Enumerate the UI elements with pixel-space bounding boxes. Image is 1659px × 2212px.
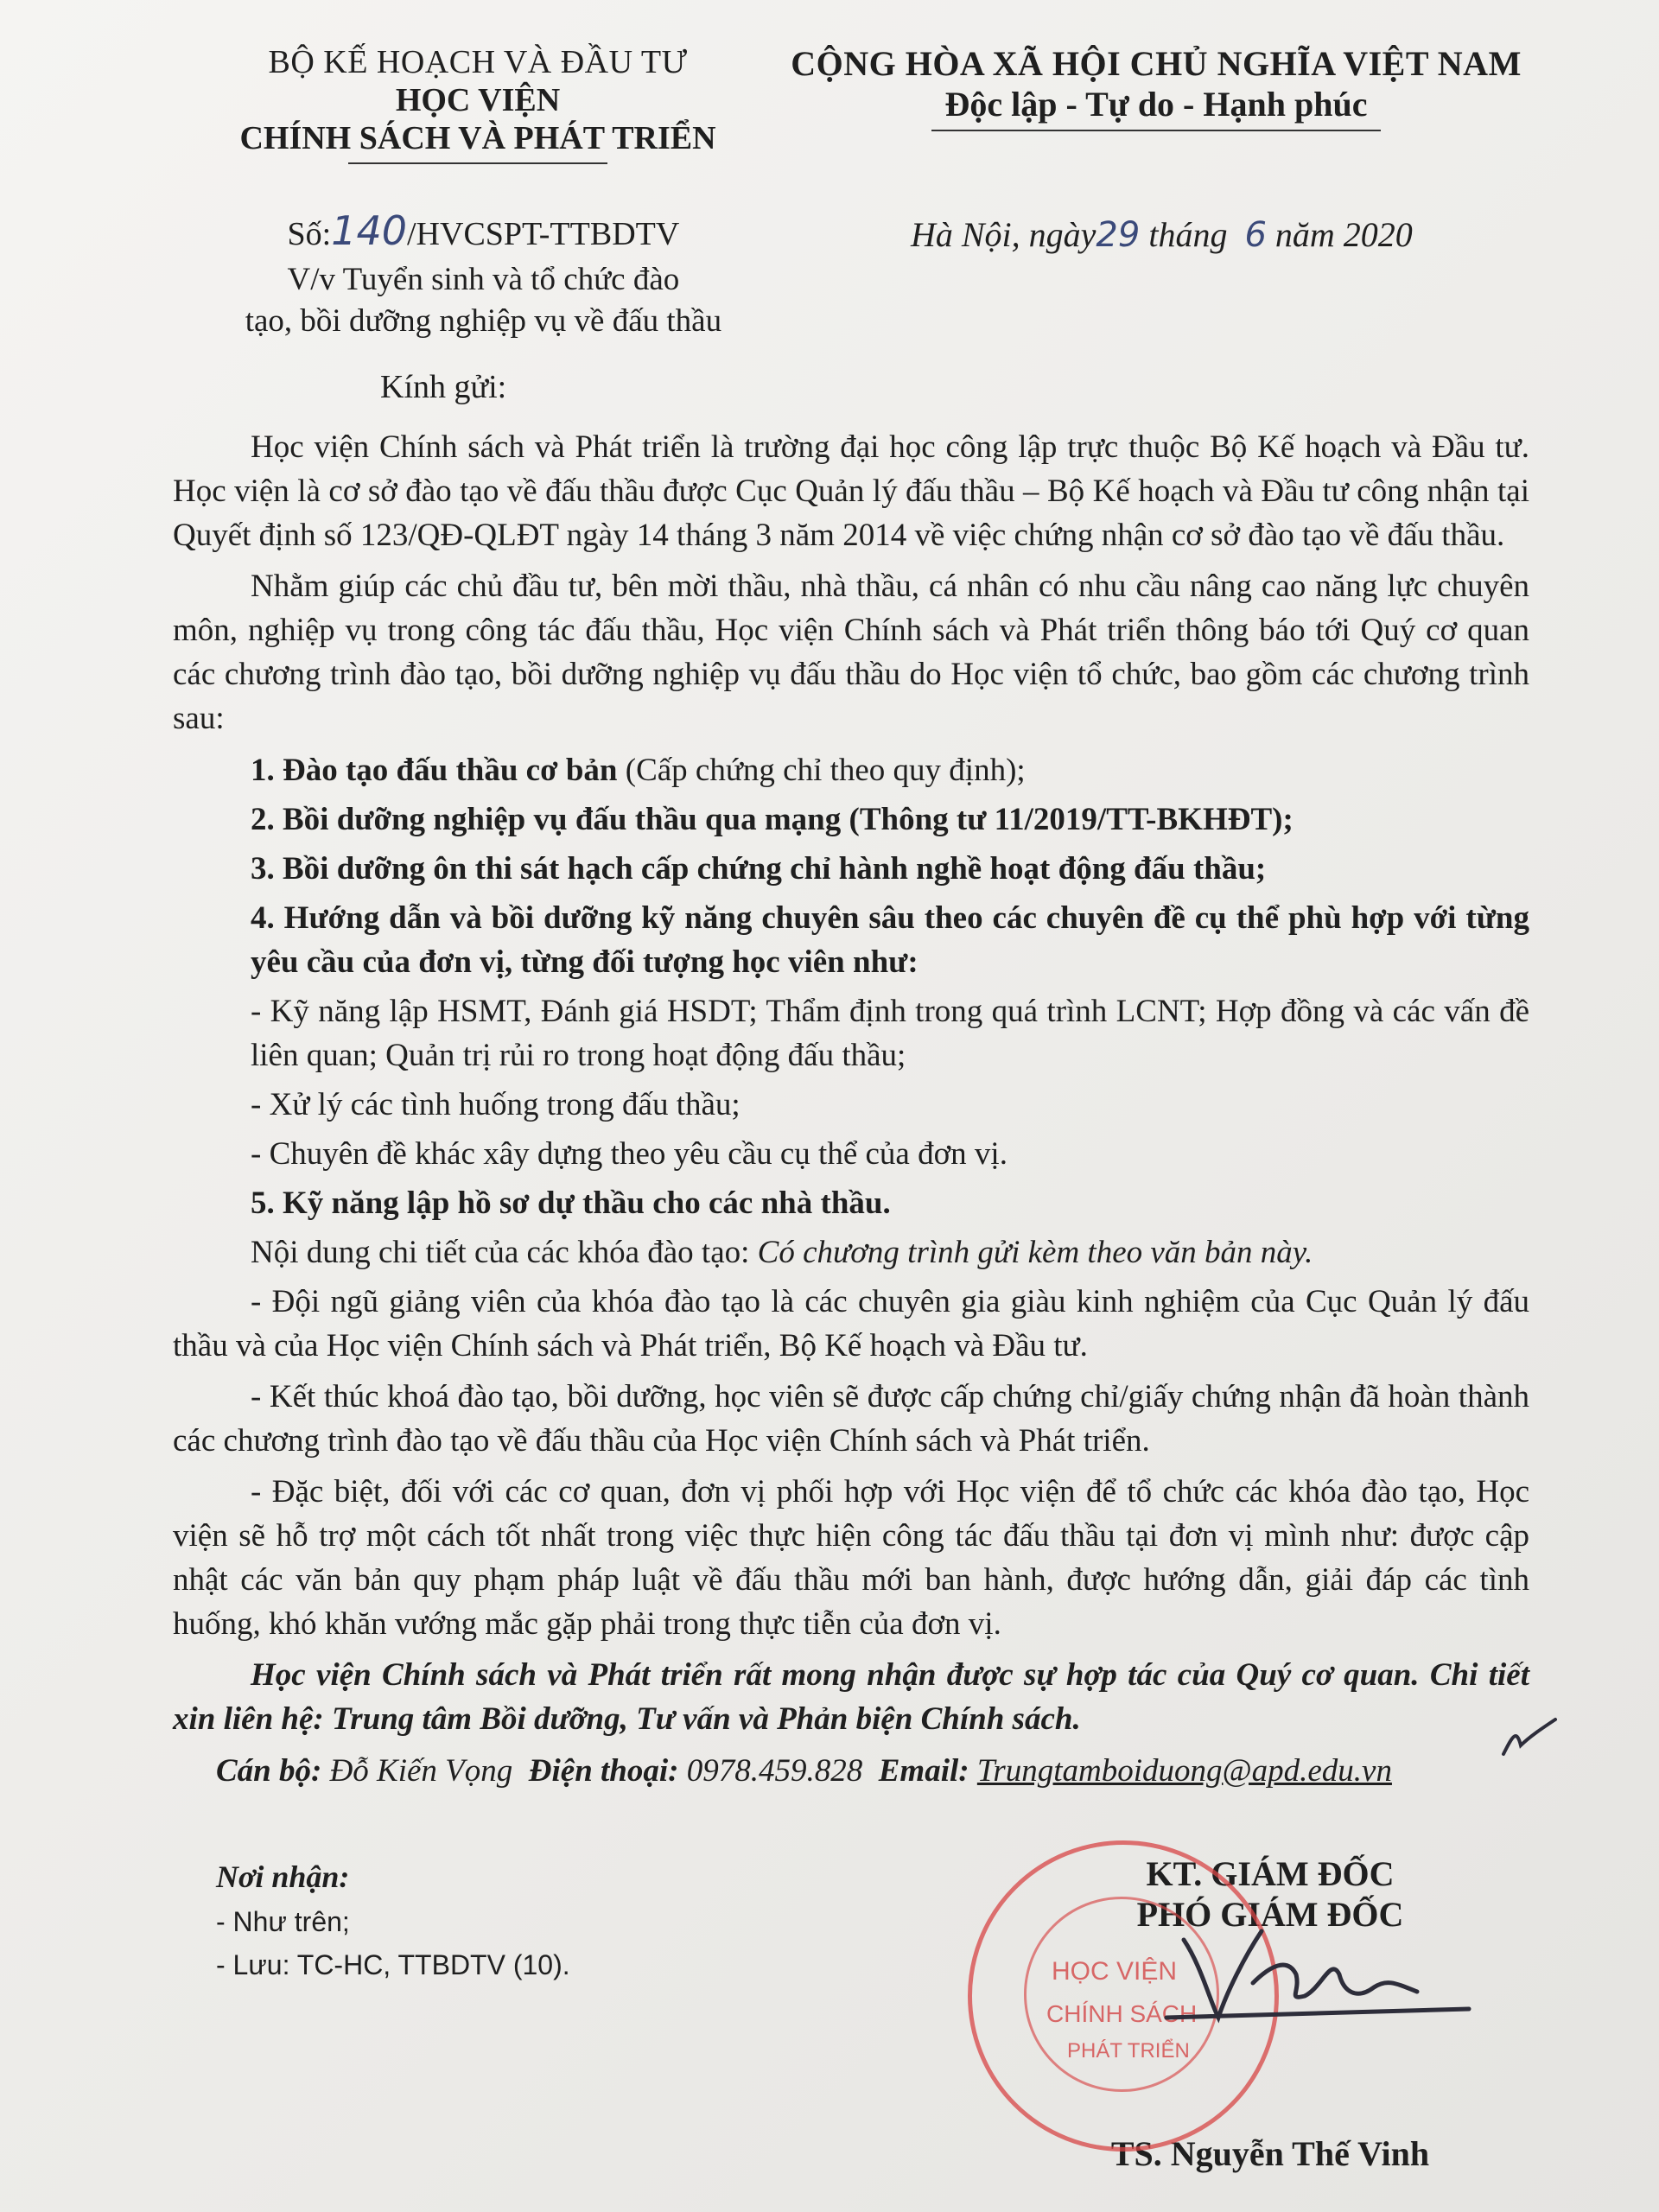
staff-name: Đỗ Kiến Vọng xyxy=(329,1752,513,1789)
program-item-5: 5. Kỹ năng lập hồ sơ dự thầu cho các nhà thầu. xyxy=(251,1185,891,1221)
recipients-line1: - Như trên; xyxy=(216,1906,350,1938)
issuer-divider xyxy=(348,162,607,164)
initial-mark xyxy=(1495,1711,1564,1763)
number-label: Số: xyxy=(287,216,332,252)
detail-italic: Có chương trình gửi kèm theo văn bản này. xyxy=(757,1234,1313,1270)
recipients-title: Nơi nhận: xyxy=(216,1859,350,1894)
letter-body xyxy=(173,425,1529,1792)
document-number xyxy=(173,207,794,254)
nation-title: CỘNG HÒA XÃ HỘI CHỦ NGHĨA VIỆT NAM xyxy=(791,44,1522,83)
org-line1: HỌC VIỆN xyxy=(395,82,561,118)
date-year: năm 2020 xyxy=(1274,215,1413,254)
number-handwritten: 140 xyxy=(331,207,407,254)
issuer-block xyxy=(173,43,783,164)
signatory-role1: KT. GIÁM ĐỐC xyxy=(1146,1853,1395,1893)
program-item-1-title: 1. Đào tạo đấu thầu cơ bản xyxy=(251,752,618,788)
signatory-name: TS. Nguyễn Thế Vinh xyxy=(1110,2133,1430,2173)
document-subject xyxy=(173,259,794,342)
program-item-4-sub3: - Chuyên đề khác xây dựng theo yêu cầu cụ thể của đơn vị. xyxy=(251,1135,1007,1172)
date-line xyxy=(794,207,1529,342)
date-day: 29 xyxy=(1096,215,1141,255)
org-line2: CHÍNH SÁCH VÀ PHÁT TRIỂN xyxy=(239,120,716,156)
date-month-label: tháng xyxy=(1148,215,1228,254)
number-code: /HVCSPT-TTBDTV xyxy=(407,216,680,252)
subject-line1: V/v Tuyển sinh và tổ chức đào xyxy=(287,262,680,297)
program-item-3: 3. Bồi dưỡng ôn thi sát hạch cấp chứng chỉ hành nghề hoạt động đấu thầu; xyxy=(251,850,1267,887)
phone-number: 0978.459.828 xyxy=(686,1752,863,1789)
recipients-line2: - Lưu: TC-HC, TTBDTV (10). xyxy=(216,1948,570,1980)
nation-motto: Độc lập - Tự do - Hạnh phúc xyxy=(944,85,1368,124)
reference-block xyxy=(173,207,794,342)
program-item-2: 2. Bồi dưỡng nghiệp vụ đấu thầu qua mạng (Thông tư 11/2019/TT-BKHĐT); xyxy=(251,801,1294,837)
paragraph-intro: Học viện Chính sách và Phát triển là trường đại học công lập trực thuộc Bộ Kế hoạch và Đầu tư. Học viện là cơ sở đào tạo về đấu thầu được Cục Quản lý đấu thầu – Bộ Kế hoạch và Đầu tư công nhận tại Quyết định số 123/QĐ-QLĐT ngày 14 tháng 3 năm 2014 về việc chứng nhận cơ sở đào tạo về đấu thầu. xyxy=(173,429,1529,554)
email-label: Email: xyxy=(878,1752,969,1789)
ministry-name: BỘ KẾ HOẠCH VÀ ĐẦU TƯ xyxy=(268,44,688,80)
seal-text-1: HỌC VIỆN xyxy=(1052,1957,1178,1986)
date-prefix: Hà Nội, ngày xyxy=(910,215,1096,254)
contact-line xyxy=(173,1749,1529,1793)
program-item-1 xyxy=(173,748,1529,792)
email-link[interactable]: Trungtamboiduong@apd.edu.vn xyxy=(976,1752,1392,1789)
greeting: Kính gửi: xyxy=(380,369,507,406)
handwritten-signature xyxy=(1158,1905,1486,2035)
reference-row xyxy=(173,207,1529,342)
paragraph-purpose: Nhằm giúp các chủ đầu tư, bên mời thầu, nhà thầu, cá nhân có nhu cầu nâng cao năng lực chuyên môn, nghiệp vụ trong công tác đấu thầu, Học viện Chính sách và Phát triển thông báo tới Quý cơ quan các chương trình đào tạo, bồi dưỡng nghiệp vụ đấu thầu do Học viện tổ chức, bao gồm các chương trình sau: xyxy=(173,569,1529,737)
detail-line xyxy=(173,1230,1529,1274)
nation-block xyxy=(783,43,1529,164)
document-header xyxy=(173,43,1529,164)
staff-label: Cán bộ: xyxy=(216,1752,322,1789)
motto-divider xyxy=(931,130,1381,131)
seal-text-2: CHÍNH SÁCH xyxy=(1046,2000,1198,2027)
program-item-4: 4. Hướng dẫn và bồi dưỡng kỹ năng chuyên sâu theo các chuyên đề cụ thể phù hợp với từng yêu cầu của đơn vị, từng đối tượng học viên như: xyxy=(251,899,1529,980)
date-month: 6 xyxy=(1244,215,1267,255)
signatory-role2: PHÓ GIÁM ĐỐC xyxy=(1136,1894,1404,1934)
detail-support: - Đặc biệt, đối với các cơ quan, đơn vị phối hợp với Học viện để tổ chức các khóa đào tạo, Học viện sẽ hỗ trợ một cách tốt nhất trong việc thực hiện công tác đấu thầu tại đơn vị mình như: được cập nhật các văn bản quy phạm pháp luật về đấu thầu mới ban hành, được hướng dẫn, giải đáp các tình huống, khó khăn vướng mắc gặp phải trong thực tiễn của đơn vị. xyxy=(173,1474,1529,1643)
program-item-4-sub1: - Kỹ năng lập HSMT, Đánh giá HSDT; Thẩm định trong quá trình LCNT; Hợp đồng và các vấn đề liên quan; Quản trị rủi ro trong hoạt động đấu thầu; xyxy=(251,993,1529,1073)
subject-line2: tạo, bồi dưỡng nghiệp vụ về đấu thầu xyxy=(245,303,722,340)
detail-lecturers: - Đội ngũ giảng viên của khóa đào tạo là các chuyên gia giàu kinh nghiệm của Cục Quản lý đấu thầu và của Học viện Chính sách và Phát triển, Bộ Kế hoạch và Đầu tư. xyxy=(173,1284,1529,1364)
detail-certificate: - Kết thúc khoá đào tạo, bồi dưỡng, học viên sẽ được cấp chứng chỉ/giấy chứng nhận đã hoàn thành các chương trình đào tạo về đấu thầu của Học viện Chính sách và Phát triển. xyxy=(173,1379,1529,1459)
detail-prefix: Nội dung chi tiết của các khóa đào tạo: xyxy=(251,1234,758,1270)
seal-text-3: PHÁT TRIỂN xyxy=(1067,2039,1190,2063)
program-item-1-note: (Cấp chứng chỉ theo quy định); xyxy=(617,752,1026,788)
recipients-block xyxy=(173,1853,821,2174)
phone-label: Điện thoại: xyxy=(528,1752,679,1789)
program-item-4-sub2: - Xử lý các tình huống trong đấu thầu; xyxy=(251,1086,741,1122)
closing-paragraph: Học viện Chính sách và Phát triển rất mong nhận được sự hợp tác của Quý cơ quan. Chi tiết xin liên hệ: Trung tâm Bồi dưỡng, Tư vấn và Phản biện Chính sách. xyxy=(173,1657,1529,1738)
